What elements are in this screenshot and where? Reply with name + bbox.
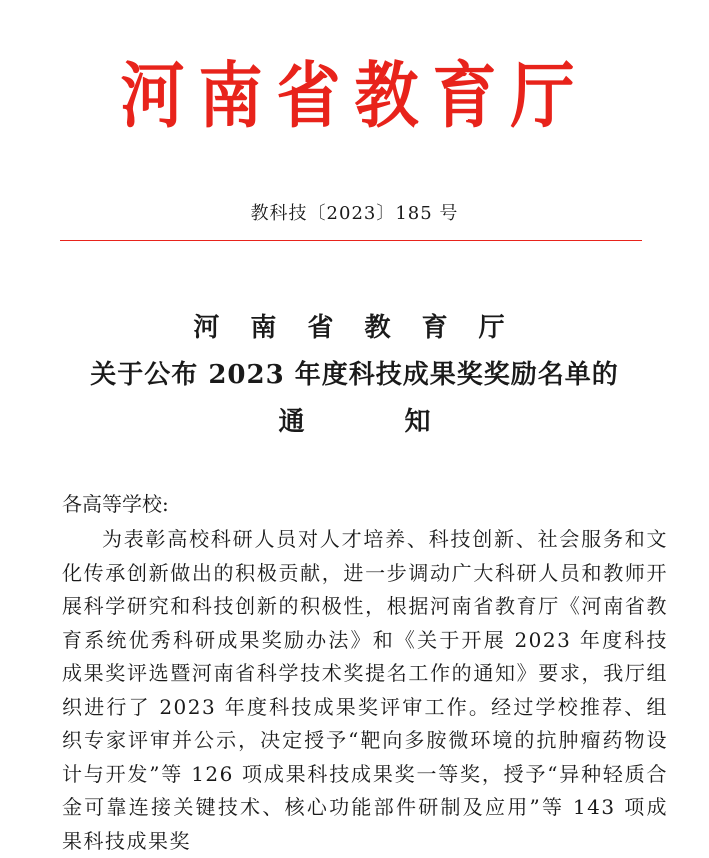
red-divider-line [60, 240, 642, 241]
title-notice-char-1: 通 [278, 407, 305, 437]
salutation: 各高等学校: [62, 492, 169, 516]
title-notice-char-2: 知 [404, 407, 431, 437]
title-issuer: 河 南 省 教 育 厅 [193, 313, 516, 343]
title-subject: 关于公布 2023 年度科技成果奖奖励名单的 [90, 360, 619, 390]
document-number: 教科技〔2023〕185 号 [250, 203, 459, 224]
body-paragraph: 为表彰高校科研人员对人才培养、科技创新、社会服务和文化传承创新做出的积极贡献，进一步调动广大科研人员和教师开展科学研究和科技创新的积极性，根据河南省教育厅《河南省教育系统优秀科研成果奖励办法》和《关于开展 2023 年度科技成果奖评选暨河南省科学技术奖提名工作的通知》要求，我厅组织进行了 2023 年度科技成果奖评审工作。经过学校推荐、组织专家评审并公示，决定授予“靶向多胺微环境的抗肿瘤药物设计与开发”等 126 项成果科技成果奖一等奖，授予“异种轻质合金可靠连接关键技术、核心功能部件研制及应用”等 143 项成果科技成果奖 [62, 527, 668, 853]
title-notice [0, 404, 709, 440]
issuer-masthead: 河南省教育厅 [120, 54, 589, 139]
